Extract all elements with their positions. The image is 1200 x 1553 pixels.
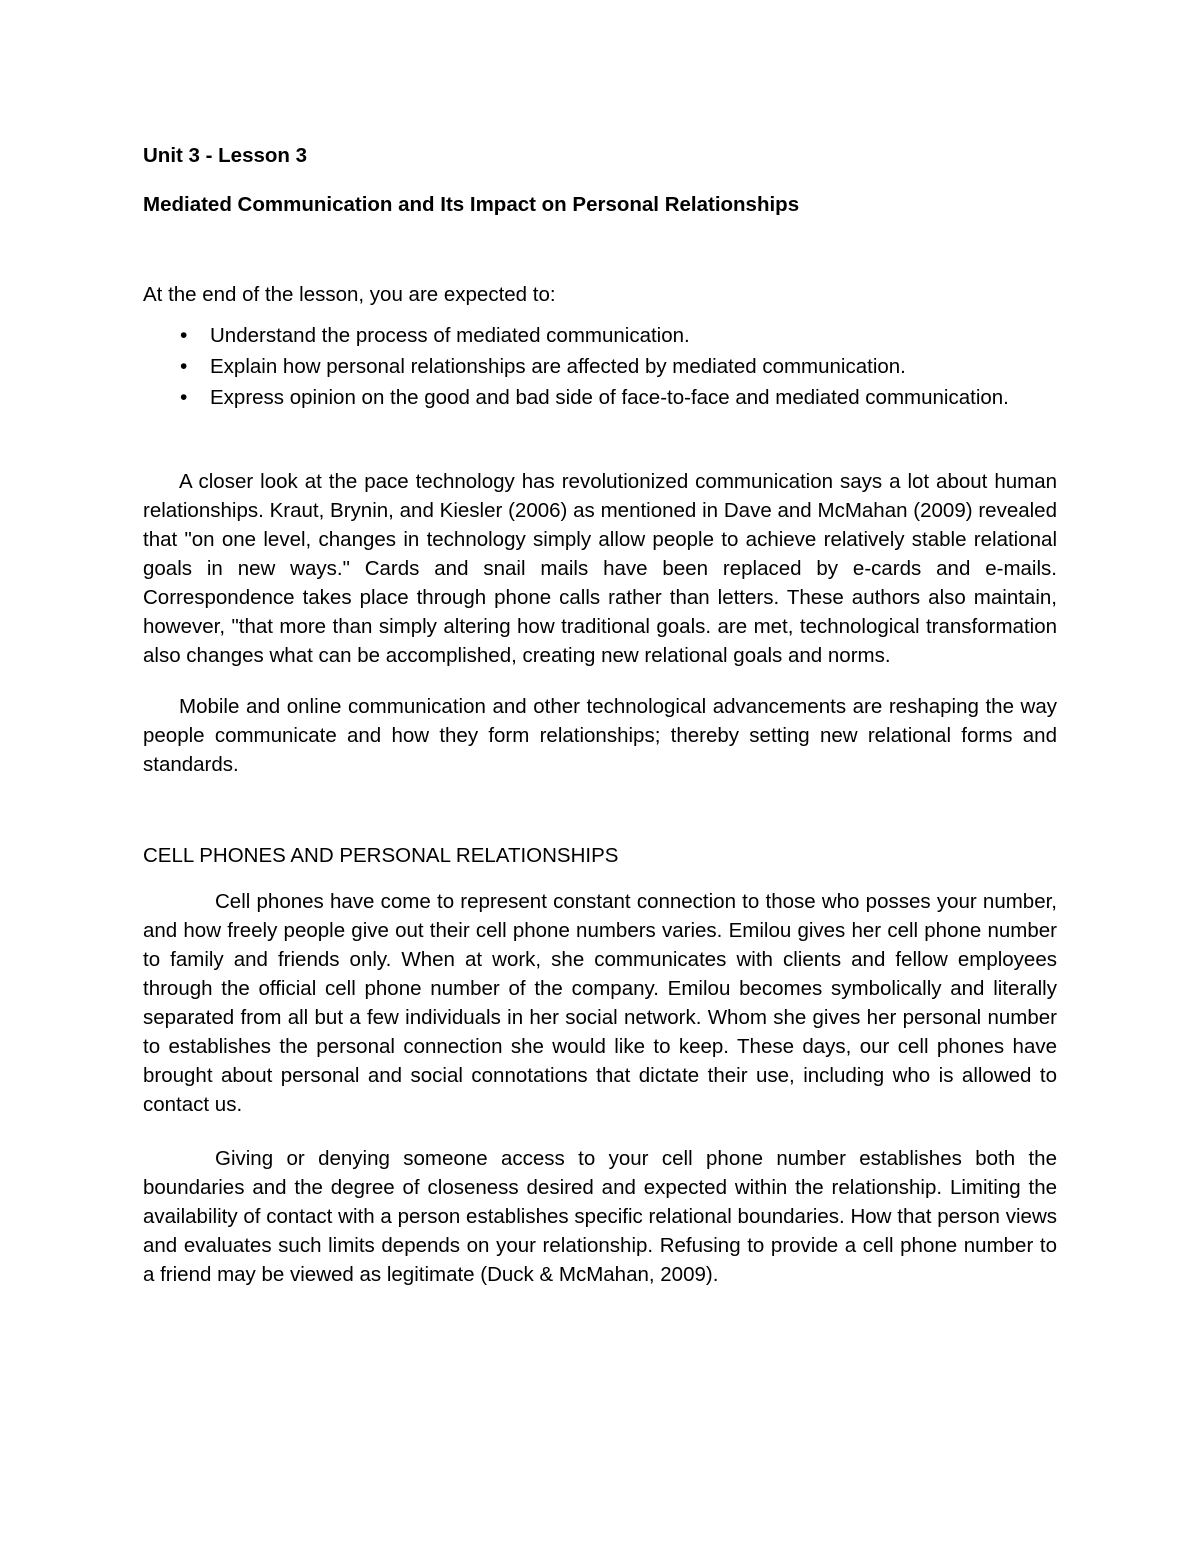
section-paragraph: Giving or denying someone access to your cell phone number establishes both the boundaries and the degree of closeness desired and expected within the relationship. Limiting the availability of contact with a person establishes specific relational boundaries. How that person views and evaluates such limits depends on your relationship. Refusing to provide a cell phone number to a friend may be viewed as legitimate (Duck & McMahan, 2009). [143,1147,1057,1286]
intro-paragraph: A closer look at the pace technology has revolutionized communication says a lot about human relationships. Kraut, Brynin, and Kiesler (2006) as mentioned in Dave and McMahan (2009) revealed that "on one level, changes in technology simply allow people to achieve relatively stable relational goals in new ways." Cards and snail mails have been replaced by e-cards and e-mails. Correspondence takes place through phone calls rather than letters. These authors also maintain, however, "that more than simply altering how traditional goals. are met, technological transformation also changes what can be accomplished, creating new relational goals and norms. [143,470,1057,667]
objective-item [143,320,1057,351]
objectives-intro: At the end of the lesson, you are expected to: [143,283,556,306]
objectives-list [143,320,1057,413]
bullet-marker [180,320,187,351]
unit-title: Unit 3 - Lesson 3 [143,144,308,167]
section-paragraph: Cell phones have come to represent constant connection to those who posses your number, and how freely people give out their cell phone numbers varies. Emilou gives her cell phone number to family and friends only. When at work, she communicates with clients and fellow employees through the official cell phone number of the company. Emilou becomes symbolically and literally separated from all but a few individuals in her social network. Whom she gives her personal number to establishes the personal connection she would like to keep. These days, our cell phones have brought about personal and social connotations that dictate their use, including who is allowed to contact us. [143,890,1057,1116]
bullet-marker [180,382,187,413]
objective-text: Explain how personal relationships are affected by mediated communication. [210,355,906,378]
objective-item [143,382,1057,413]
lesson-title: Mediated Communication and Its Impact on Personal Relationships [143,193,800,216]
objective-text: Understand the process of mediated communication. [210,324,690,347]
section-heading: CELL PHONES AND PERSONAL RELATIONSHIPS [143,844,619,867]
intro-paragraph: Mobile and online communication and other technological advancements are reshaping the way people communicate and how they form relationships; thereby setting new relational forms and standards. [143,695,1057,776]
bullet-marker [180,351,187,382]
objective-text: Express opinion on the good and bad side of face-to-face and mediated communication. [210,386,1009,409]
objective-item [143,351,1057,382]
